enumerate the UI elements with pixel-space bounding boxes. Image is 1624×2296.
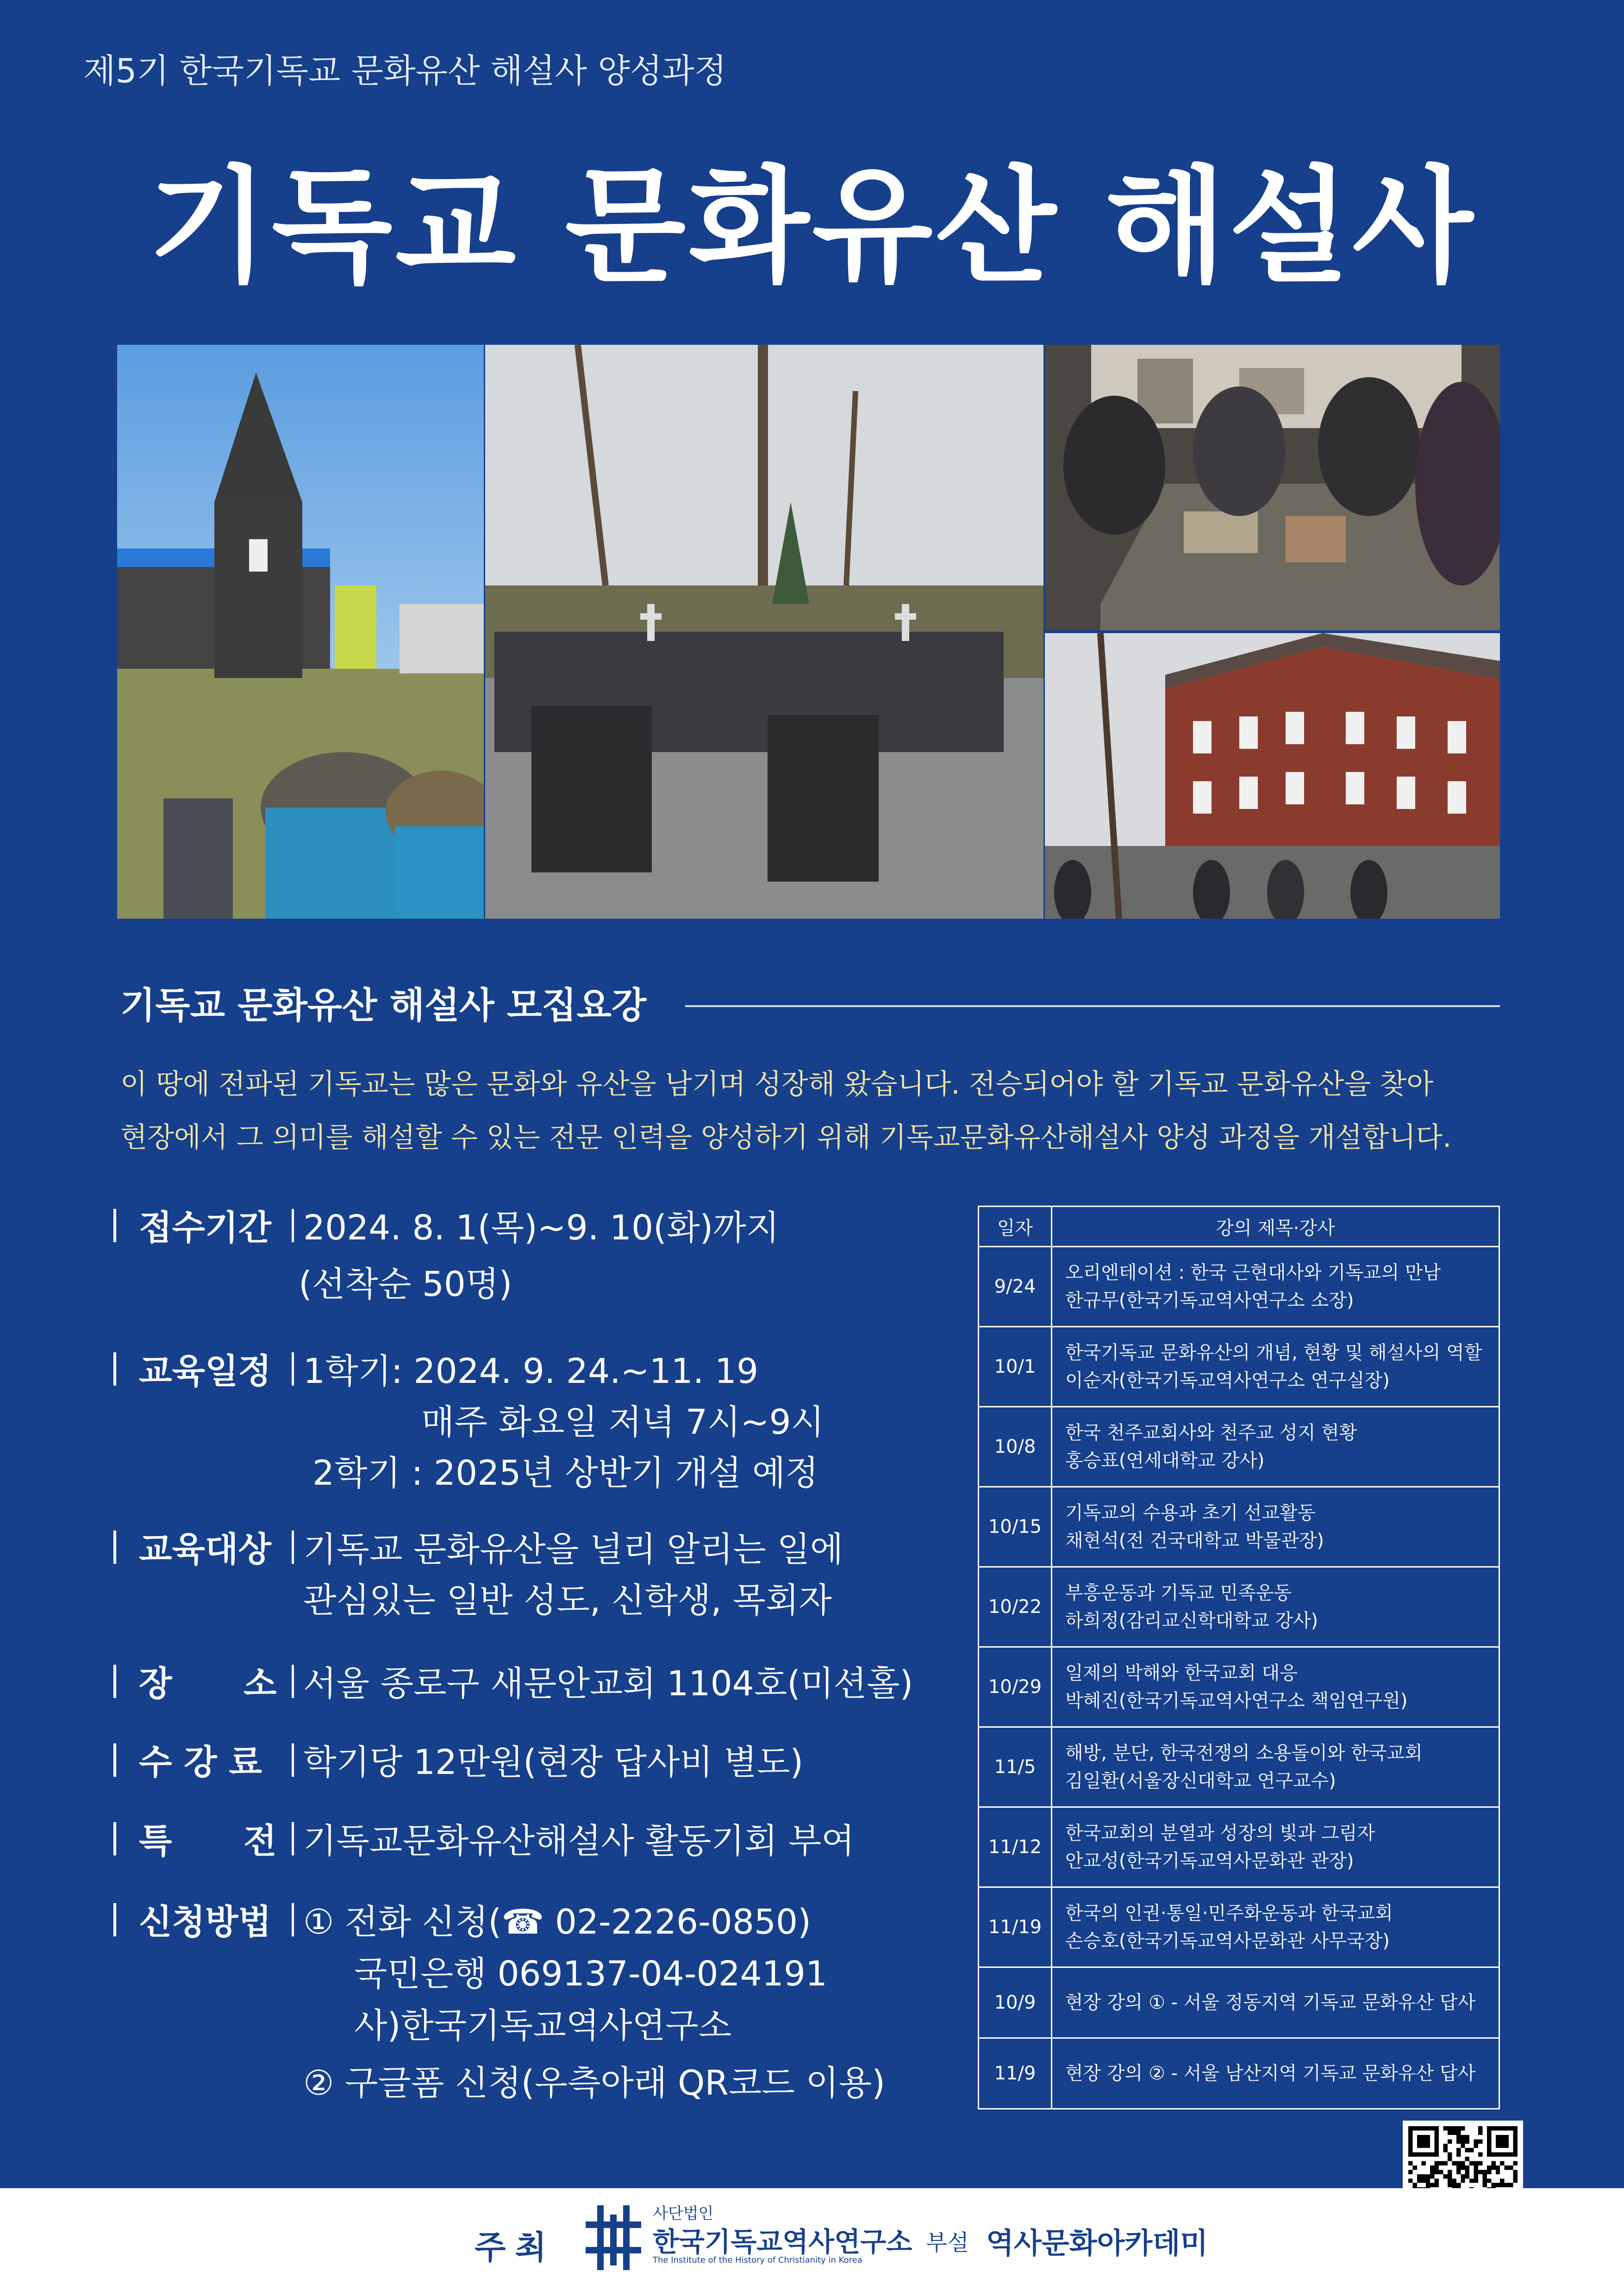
apply-googleform: ② 구글폼 신청(우측아래 QR코드 이용) — [303, 2063, 886, 2103]
institute-logo-icon — [583, 2201, 643, 2275]
table-row — [979, 1407, 1499, 1487]
apply-bank: 국민은행 069137-04-024191 — [354, 1954, 827, 1994]
lecture-date: 9/24 — [979, 1247, 1052, 1327]
lecture-date: 11/19 — [979, 1887, 1052, 1967]
lecture-title: 해방, 분단, 한국전쟁의 소용돌이와 한국교회 — [1065, 1742, 1423, 1764]
table-row — [979, 1727, 1499, 1807]
lecture-date: 10/22 — [979, 1567, 1052, 1647]
info-label: 교육일정 — [139, 1351, 271, 1391]
table-header-row — [979, 1207, 1499, 1247]
lecture-lecturer: 손승호(한국기독교역사문화관 사무국장) — [1065, 1930, 1390, 1952]
lecture-schedule-table — [978, 1206, 1500, 2109]
lecture-date: 10/8 — [979, 1407, 1052, 1487]
brick-building-photo — [1045, 633, 1500, 919]
church-tour-photo — [117, 345, 484, 919]
table-row — [979, 1807, 1499, 1887]
lecture-info — [1052, 1407, 1499, 1487]
info-value: (선착순 50명) — [299, 1264, 512, 1304]
lecture-info — [1052, 1487, 1499, 1567]
table-row — [979, 1487, 1499, 1567]
lecture-lecturer: 홍승표(연세대학교 강사) — [1065, 1450, 1265, 1471]
lecture-date: 11/5 — [979, 1727, 1052, 1807]
lecture-title: 오리엔테이션 : 한국 근현대사와 기독교의 만남 — [1065, 1262, 1441, 1283]
lecture-date: 10/9 — [979, 1967, 1052, 2038]
lecture-info — [1052, 1327, 1499, 1407]
lecture-info — [1052, 1967, 1499, 2038]
lecture-info — [1052, 2038, 1499, 2109]
academy-name: 역사문화아카데미 — [986, 2226, 1208, 2260]
lecture-lecturer: 하희정(감리교신학대학교 강사) — [1065, 1610, 1318, 1631]
lecture-info — [1052, 1567, 1499, 1647]
lecture-title: 일제의 박해와 한국교회 대응 — [1065, 1662, 1298, 1684]
intro-text-line2: 현장에서 그 의미를 해설할 수 있는 전문 인력을 양성하기 위해 기독교문화유산해설사 양성 과정을 개설합니다. — [120, 1121, 1452, 1154]
info-label: 신청방법 — [139, 1902, 271, 1942]
lecture-lecturer: 안교성(한국기독교역사문화관 관장) — [1065, 1850, 1354, 1872]
column-header-date: 일자 — [979, 1207, 1052, 1247]
org-name: 한국기독교역사연구소 — [653, 2226, 912, 2258]
museum-model-photo — [1045, 345, 1500, 630]
intro-text-line1: 이 땅에 전파된 기독교는 많은 문화와 유산을 남기며 성장해 왔습니다. 전승되어야 할 기독교 문화유산을 찾아 — [120, 1068, 1434, 1101]
lecture-lecturer: 채현석(전 건국대학교 박물관장) — [1065, 1530, 1324, 1551]
course-subtitle: 제5기 한국기독교 문화유산 해설사 양성과정 — [83, 51, 727, 90]
dept-prefix: 부설 — [926, 2230, 969, 2256]
lecture-info — [1052, 1807, 1499, 1887]
info-value: 서울 종로구 새문안교회 1104호(미션홀) — [303, 1664, 913, 1704]
lecture-title: 현장 강의 ① - 서울 정동지역 기독교 문화유산 답사 — [1065, 1992, 1476, 2013]
lecture-title: 기독교의 수용과 초기 선교활동 — [1065, 1502, 1316, 1524]
table-row — [979, 1887, 1499, 1967]
info-value: 기독교 문화유산을 널리 알리는 일에 — [303, 1530, 843, 1569]
lecture-title: 한국의 인권·통일·민주화운동과 한국교회 — [1065, 1903, 1393, 1924]
lecture-date: 11/9 — [979, 2038, 1052, 2109]
lecture-info — [1052, 1647, 1499, 1727]
table-row — [979, 1567, 1499, 1647]
poster-title: 기독교 문화유산 해설사 — [148, 154, 1476, 299]
apply-account-holder: 사)한국기독교역사연구소 — [354, 2006, 732, 2046]
info-label: 접수기간 — [139, 1208, 271, 1248]
cemetery-tour-photo — [485, 345, 1043, 919]
info-value: 관심있는 일반 성도, 신학생, 목회자 — [303, 1580, 832, 1620]
table-row — [979, 1247, 1499, 1327]
info-value: 1학기: 2024. 9. 24.~11. 19 — [303, 1351, 759, 1391]
lecture-info — [1052, 1247, 1499, 1327]
lecture-lecturer: 김일환(서울장신대학교 연구교수) — [1065, 1770, 1336, 1792]
lecture-date: 10/1 — [979, 1327, 1052, 1407]
lecture-info — [1052, 1887, 1499, 1967]
lecture-lecturer: 이순자(한국기독교역사연구소 연구실장) — [1065, 1370, 1390, 1391]
lecture-lecturer: 박혜진(한국기독교역사연구소 책임연구원) — [1065, 1690, 1408, 1711]
lecture-lecturer: 한규무(한국기독교역사연구소 소장) — [1065, 1290, 1354, 1311]
table-row — [979, 1327, 1499, 1407]
info-value: 2학기 : 2025년 상반기 개설 예정 — [312, 1453, 818, 1493]
org-english-name: The Institute of the History of Christianity in Korea — [653, 2255, 862, 2265]
lecture-title: 부흥운동과 기독교 민족운동 — [1065, 1582, 1292, 1604]
info-label: 특 전 — [139, 1821, 277, 1861]
info-label: 장 소 — [139, 1664, 277, 1704]
info-label: 교육대상 — [139, 1530, 271, 1569]
table-row — [979, 1647, 1499, 1727]
lecture-info — [1052, 1727, 1499, 1807]
host-label: 주최 — [475, 2228, 556, 2266]
schedule-body — [979, 1247, 1499, 2109]
table-row — [979, 2038, 1499, 2109]
lecture-title: 한국 천주교회사와 천주교 성지 현황 — [1065, 1422, 1357, 1444]
lecture-date: 10/29 — [979, 1647, 1052, 1727]
recruit-heading: 기독교 문화유산 해설사 모집요강 — [120, 985, 647, 1027]
lecture-date: 11/12 — [979, 1807, 1052, 1887]
lecture-title: 한국기독교 문화유산의 개념, 현황 및 해설사의 역할 — [1065, 1342, 1482, 1363]
info-value: 매주 화요일 저녁 7시~9시 — [421, 1402, 824, 1442]
info-value: 기독교문화유산해설사 활동기회 부여 — [303, 1821, 855, 1861]
info-value: 2024. 8. 1(목)~9. 10(화)까지 — [303, 1208, 780, 1248]
org-prefix: 사단법인 — [653, 2204, 714, 2223]
table-row — [979, 1967, 1499, 2038]
apply-phone: ① 전화 신청(☎ 02-2226-0850) — [303, 1902, 811, 1942]
heading-divider — [685, 1005, 1500, 1007]
info-label: 수 강 료 — [139, 1742, 262, 1782]
lecture-date: 10/15 — [979, 1487, 1052, 1567]
column-header-title: 강의 제목·강사 — [1052, 1207, 1499, 1247]
lecture-title: 현장 강의 ② - 서울 남산지역 기독교 문화유산 답사 — [1065, 2063, 1476, 2084]
lecture-title: 한국교회의 분열과 성장의 빛과 그림자 — [1065, 1823, 1375, 1844]
info-value: 학기당 12만원(현장 답사비 별도) — [303, 1742, 804, 1782]
